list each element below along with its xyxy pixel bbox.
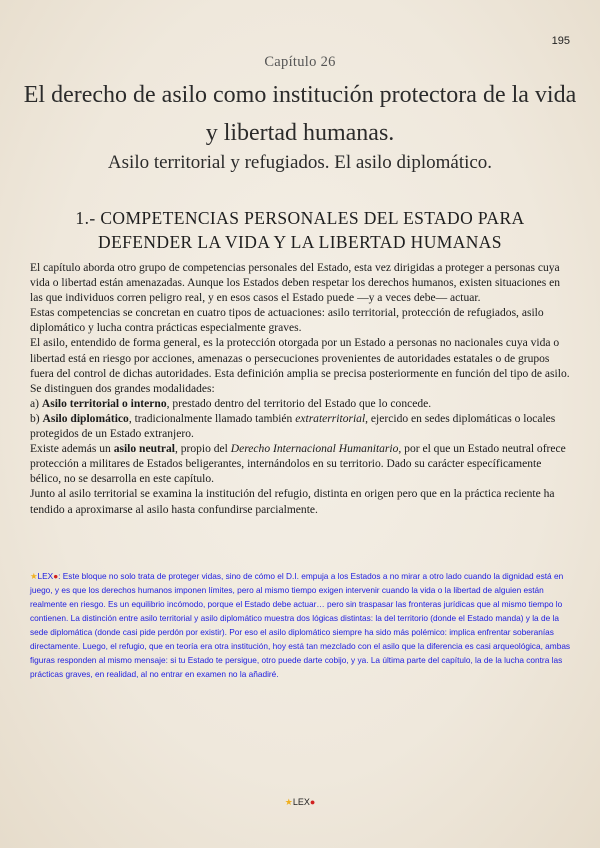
page-number: 195 bbox=[551, 35, 570, 47]
paragraph bbox=[30, 442, 575, 487]
paragraph bbox=[30, 412, 575, 442]
paragraph: Junto al asilo territorial se examina la institución del refugio, distinta en origen pero que en la práctica reciente ha tendido a aproximarse al asilo hasta confundirse parcialmente. bbox=[30, 488, 555, 516]
paragraph: Estas competencias se concretan en cuatro tipos de actuaciones: asilo territorial, protección de refugiados, asilo diplomático y lucha contra prácticas especialmente graves. bbox=[30, 307, 544, 335]
drop-icon: ● bbox=[53, 571, 59, 581]
chapter-label: Capítulo 26 bbox=[264, 54, 336, 70]
section-heading: 1.- COMPETENCIAS PERSONALES DEL ESTADO PARA DEFENDER LA VIDA Y LA LIBERTAD HUMANAS bbox=[75, 208, 525, 252]
note-label: LEX bbox=[37, 571, 54, 581]
bold-term: Asilo territorial o interno bbox=[41, 397, 167, 410]
footer-label: LEX bbox=[292, 797, 310, 807]
lex-note bbox=[30, 569, 575, 681]
drop-icon: ● bbox=[309, 797, 316, 807]
text-span: , ejercido en sedes diplomáticas o locales protegidos de un Estado extranjero. bbox=[30, 412, 556, 441]
text-span: b) bbox=[30, 412, 43, 425]
page-subtitle: Asilo territorial y refugiados. El asilo diplomático. bbox=[107, 152, 493, 173]
text-span: Existe además un bbox=[30, 443, 114, 456]
page-title: El derecho de asilo como institución protectora de la vida y libertad humanas. bbox=[23, 82, 577, 146]
star-icon: ★ bbox=[30, 571, 38, 581]
text-span: , propio del bbox=[174, 443, 231, 456]
text-span: , por el que un Estado neutral ofrece protección a militares de Estados beligerantes, internándolos en su territorio. Dado su carácter específicamente bélico, no se desarrolla en este capítulo. bbox=[30, 443, 566, 486]
italic-term: extraterritorial bbox=[295, 412, 366, 425]
text-span: a) bbox=[30, 397, 42, 410]
note-text: : Este bloque no solo trata de proteger vidas, sino de cómo el D.I. empuja a los Estados a no mirar a otro lado cuando la dignidad está en juego, y es que los derechos humanos imponen límites, pero al mismo tiempo exigen intervenir cuando la vida o la libertad de alguien están realmente en riesgo. Es un equilibrio incómodo, porque el Estado debe actuar… pero sin traspasar las fronteras jurídicas que al mismo tiempo lo contienen. La distinción entre asilo territorial y asilo diplomático muestra dos lógicas distintas: la del territorio (donde el Estado manda) y la de la sede diplomática (donde casi pide perdón por existir). Por eso el asilo diplomático siempre ha sido más polémico: implica enfrentar soberanías directamente. Luego, el refugio, que en teoría era otra institución, hoy está tan mezclado con el asilo que la diferencia es casi arqueológica, ambas figuras responden al mismo mensaje: si tu Estado te persigue, otro puede darte cobijo, y ya. La última parte del capítulo, la de la lucha contra las prácticas graves, en realidad, al no entrar en examen no la añadiré. bbox=[30, 571, 571, 679]
text-span: , tradicionalmente llamado también bbox=[128, 412, 296, 425]
italic-term: Derecho Internacional Humanitario bbox=[230, 443, 399, 456]
bold-term: asilo neutral bbox=[113, 443, 175, 456]
footer-mark bbox=[0, 797, 600, 808]
paragraph bbox=[30, 397, 575, 412]
body-text bbox=[30, 261, 575, 518]
text-span: , prestado dentro del territorio del Estado que lo concede. bbox=[166, 397, 432, 410]
bold-term: Asilo diplomático bbox=[42, 412, 129, 425]
paragraph: Se distinguen dos grandes modalidades: bbox=[30, 382, 215, 395]
paragraph: El asilo, entendido de forma general, es la protección otorgada por un Estado a personas no nacionales cuya vida o libertad está en riesgo por acciones, amenazas o persecuciones provenientes de autoridades estatales o de grupos fuera del control de dichas autoridades. Esta definición amplia se precisa posteriormente en función del tipo de asilo. bbox=[30, 337, 570, 380]
paragraph: El capítulo aborda otro grupo de competencias personales del Estado, esta vez dirigidas a proteger a personas cuya vida o libertad están amenazadas. Aunque los Estados deben respetar los derechos humanos, existen situaciones en las que individuos corren peligro real, y en esos casos el Estado puede —y a veces debe— actuar. bbox=[30, 262, 561, 305]
star-icon: ★ bbox=[284, 797, 293, 807]
